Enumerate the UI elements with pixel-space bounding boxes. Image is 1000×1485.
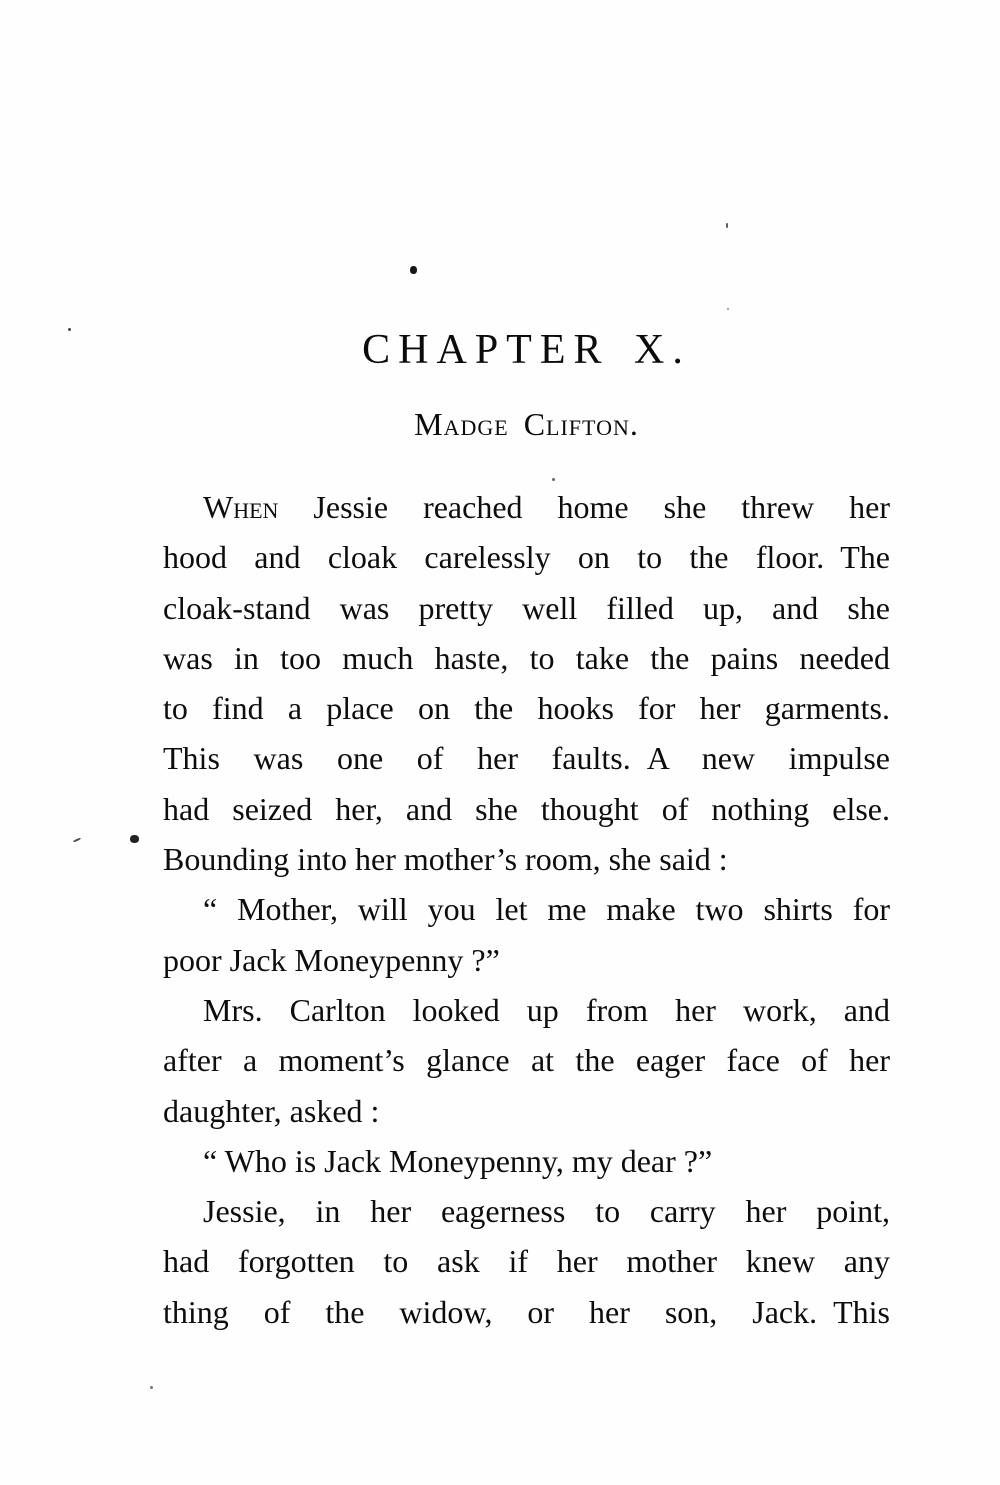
text-line: thing of the widow, or her son, Jack. This — [163, 1293, 890, 1330]
text-line: cloak-stand was pretty well filled up, and she — [163, 589, 890, 626]
text-line: “ Mother, will you let me make two shirts for — [203, 891, 890, 928]
ink-speck — [73, 837, 81, 842]
text-line: Mrs. Carlton looked up from her work, and — [203, 991, 890, 1028]
paragraph — [163, 482, 890, 884]
paragraph — [163, 1136, 890, 1186]
ink-speck — [552, 478, 555, 481]
ink-speck — [726, 223, 728, 228]
text-line: to find a place on the hooks for her garments. — [163, 690, 890, 727]
text-line: daughter, asked : — [163, 1092, 380, 1129]
text-line: This was one of her faults. A new impulse — [163, 740, 890, 777]
text-line: poor Jack Moneypenny ?” — [163, 941, 500, 978]
text-line: When Jessie reached home she threw her — [203, 489, 890, 525]
text-line: had forgotten to ask if her mother knew any — [163, 1243, 890, 1280]
chapter-heading: CHAPTER X. — [362, 327, 691, 373]
ink-speck — [150, 1386, 153, 1389]
ink-speck — [68, 328, 71, 331]
text-line: was in too much haste, to take the pains needed — [163, 639, 890, 676]
ink-speck — [727, 308, 729, 310]
text-line: had seized her, and she thought of nothing else. — [163, 790, 890, 827]
smallcaps-lead: When — [203, 489, 279, 525]
paragraph — [163, 1186, 890, 1337]
paragraph — [163, 884, 890, 985]
text-line: hood and cloak carelessly on to the floor. The — [163, 539, 890, 576]
paragraph — [163, 985, 890, 1136]
text-line: Bounding into her mother’s room, she said : — [163, 841, 728, 878]
ink-speck — [410, 266, 417, 274]
text-line: “ Who is Jack Moneypenny, my dear ?” — [203, 1142, 713, 1179]
body-text — [163, 482, 890, 1337]
text-line: Jessie, in her eagerness to carry her point, — [203, 1193, 890, 1230]
ink-speck — [130, 835, 139, 843]
text-line: after a moment’s glance at the eager face of her — [163, 1042, 890, 1079]
chapter-subtitle: Madge Clifton. — [414, 406, 639, 442]
